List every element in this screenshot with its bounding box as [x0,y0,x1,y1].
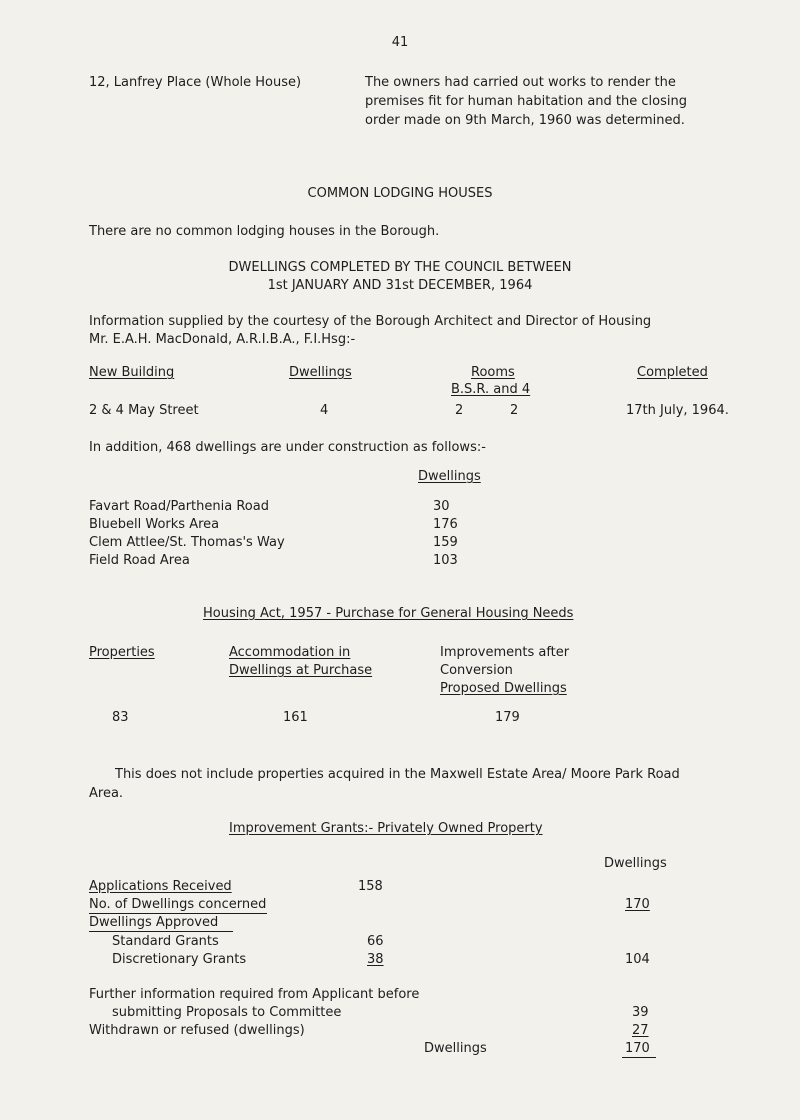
page-number: 41 [391,35,409,50]
col-header-rooms-sub: B.S.R. and 4 [451,382,531,397]
col-header-new-building: New Building [89,365,175,380]
completed-row-bsr: 2 [455,403,464,418]
common-lodging-heading: COMMON LODGING HOUSES [307,186,493,201]
construction-area: Bluebell Works Area [89,517,220,532]
further-info-label: submitting Proposals to Committee [112,1005,342,1020]
withdrawn-value: 27 [632,1023,649,1038]
withdrawn-label: Withdrawn or refused (dwellings) [89,1023,305,1038]
purchase-properties-value: 83 [112,710,129,725]
lanfrey-note-line: order made on 9th March, 1960 was determined. [365,113,685,128]
completed-row-four: 2 [510,403,519,418]
purchase-note: Area. [89,786,124,801]
purchase-heading: Housing Act, 1957 - Purchase for General Housing Needs [203,606,574,621]
approved-rule [89,931,233,932]
grants-dwellings-header: Dwellings [604,856,667,871]
col-header-accommodation: Accommodation in [229,645,351,660]
purchase-proposed-value: 179 [495,710,520,725]
construction-area: Favart Road/Parthenia Road [89,499,269,514]
discretionary-grants-label: Discretionary Grants [112,952,247,967]
lanfrey-address: 12, Lanfrey Place (Whole House) [89,75,302,90]
col-header-accommodation: Dwellings at Purchase [229,663,373,678]
completed-row-building: 2 & 4 May Street [89,403,199,418]
concerned-label: No. of Dwellings concerned [89,897,267,912]
col-header-rooms: Rooms [471,365,515,380]
construction-count: 103 [433,553,458,568]
col-header-improvements: Improvements after [440,645,570,660]
construction-count: 30 [433,499,450,514]
construction-count: 159 [433,535,458,550]
applications-label: Applications Received [89,879,232,894]
applications-value: 158 [358,879,383,894]
completed-heading: DWELLINGS COMPLETED BY THE COUNCIL BETWEEN [228,260,572,275]
discretionary-grants-value: 38 [367,952,384,967]
total-dwellings-value: 170 [625,1041,650,1056]
standard-grants-label: Standard Grants [112,934,219,949]
total-dwellings-label: Dwellings [424,1041,487,1056]
construction-dwellings-header: Dwellings [418,469,481,484]
standard-grants-value: 66 [367,934,384,949]
concerned-rule [89,913,267,914]
lanfrey-note-line: premises fit for human habitation and the closing [365,94,687,109]
col-header-properties: Properties [89,645,155,660]
col-header-proposed: Proposed Dwellings [440,681,567,696]
col-header-completed: Completed [637,365,708,380]
approved-total: 104 [625,952,650,967]
further-info-label: Further information required from Applicant before [89,987,420,1002]
common-lodging-text: There are no common lodging houses in the Borough. [89,224,440,239]
grants-heading: Improvement Grants:- Privately Owned Property [229,821,543,836]
completed-heading: 1st JANUARY AND 31st DECEMBER, 1964 [267,278,533,293]
concerned-value: 170 [625,897,650,912]
completed-row-dwellings: 4 [320,403,329,418]
lanfrey-note-line: The owners had carried out works to render the [365,75,676,90]
approved-label: Dwellings Approved [89,915,219,930]
completed-row-date: 17th July, 1964. [626,403,729,418]
further-info-value: 39 [632,1005,649,1020]
col-header-improvements: Conversion [440,663,513,678]
construction-intro: In addition, 468 dwellings are under construction as follows:- [89,440,486,455]
construction-area: Field Road Area [89,553,190,568]
completed-info: Mr. E.A.H. MacDonald, A.R.I.B.A., F.I.Hsg:- [89,332,356,347]
col-header-dwellings: Dwellings [289,365,352,380]
total-rule [622,1057,656,1058]
purchase-note: This does not include properties acquired in the Maxwell Estate Area/ Moore Park Road [115,767,680,782]
construction-area: Clem Attlee/St. Thomas's Way [89,535,285,550]
construction-count: 176 [433,517,458,532]
completed-info: Information supplied by the courtesy of the Borough Architect and Director of Housing [89,314,652,329]
purchase-accommodation-value: 161 [283,710,308,725]
